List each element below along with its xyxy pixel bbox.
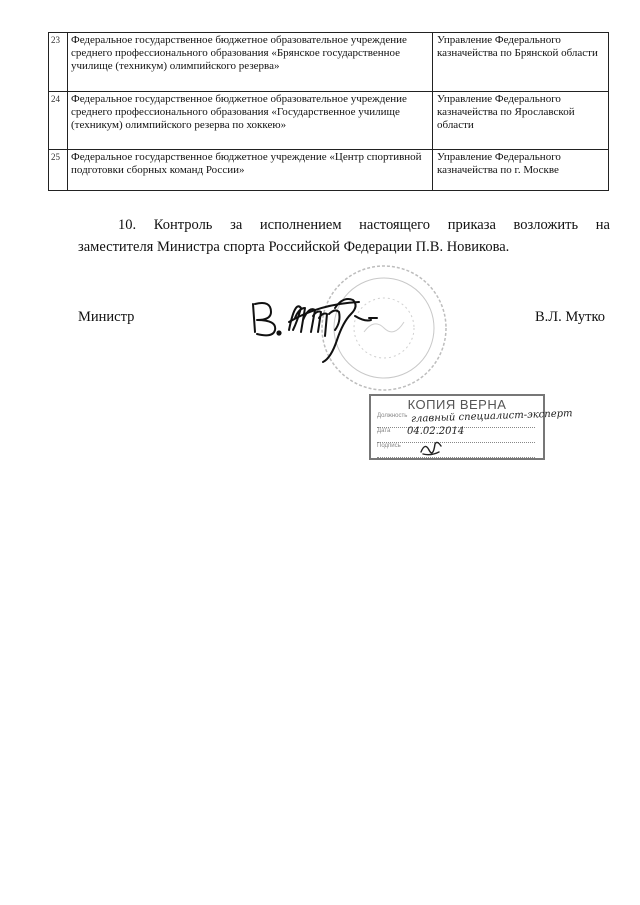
treasury-cell: Управление Федерального казначейства по Брянской области (433, 33, 609, 92)
order-paragraph (78, 214, 610, 258)
organization-cell: Федеральное государственное бюджетное учреждение «Центр спортивной подготовки сборных команд России» (68, 150, 433, 191)
treasury-cell: Управление Федерального казначейства по Ярославской области (433, 92, 609, 150)
table-row (49, 33, 609, 92)
organization-cell: Федеральное государственное бюджетное образовательное учреждение среднего профессионального образования «Брянское государственное училище (техникум) олимпийского резерва» (68, 33, 433, 92)
copy-certification-stamp (369, 394, 573, 460)
paragraph-line-1: 10. Контроль за исполнением настоящего приказа возложить на (118, 217, 610, 233)
treasury-cell: Управление Федерального казначейства по г. Москве (433, 150, 609, 191)
row-number: 23 (49, 33, 68, 92)
stamp-position-handwritten: главный специалист-эксперт (410, 408, 573, 425)
stamp-date-handwritten: 04.02.2014 (407, 426, 465, 437)
stamp-title: КОПИЯ ВЕРНА (407, 397, 507, 412)
stamp-signature-line (377, 443, 535, 458)
stamp-date-caption: Дата (377, 428, 391, 434)
paragraph-line-2: заместителя Министра спорта Российской Федерации П.В. Новикова. (78, 239, 510, 255)
stamp-position-caption: Должность (377, 413, 408, 419)
minister-signature (245, 280, 405, 370)
table-row (49, 150, 609, 191)
table-row (49, 92, 609, 150)
organization-cell: Федеральное государственное бюджетное образовательное учреждение среднего профессионального образования «Государственное училище (техникум) олимпийского резерва по хоккею» (68, 92, 433, 150)
signatory-name: В.Л. Мутко (535, 309, 606, 325)
institutions-table (48, 32, 609, 191)
stamp-signature-caption: Подпись (377, 443, 401, 449)
row-number: 25 (49, 150, 68, 191)
row-number: 24 (49, 92, 68, 150)
signatory-role: Министр (78, 309, 135, 325)
stamp-initials-signature (419, 440, 443, 458)
